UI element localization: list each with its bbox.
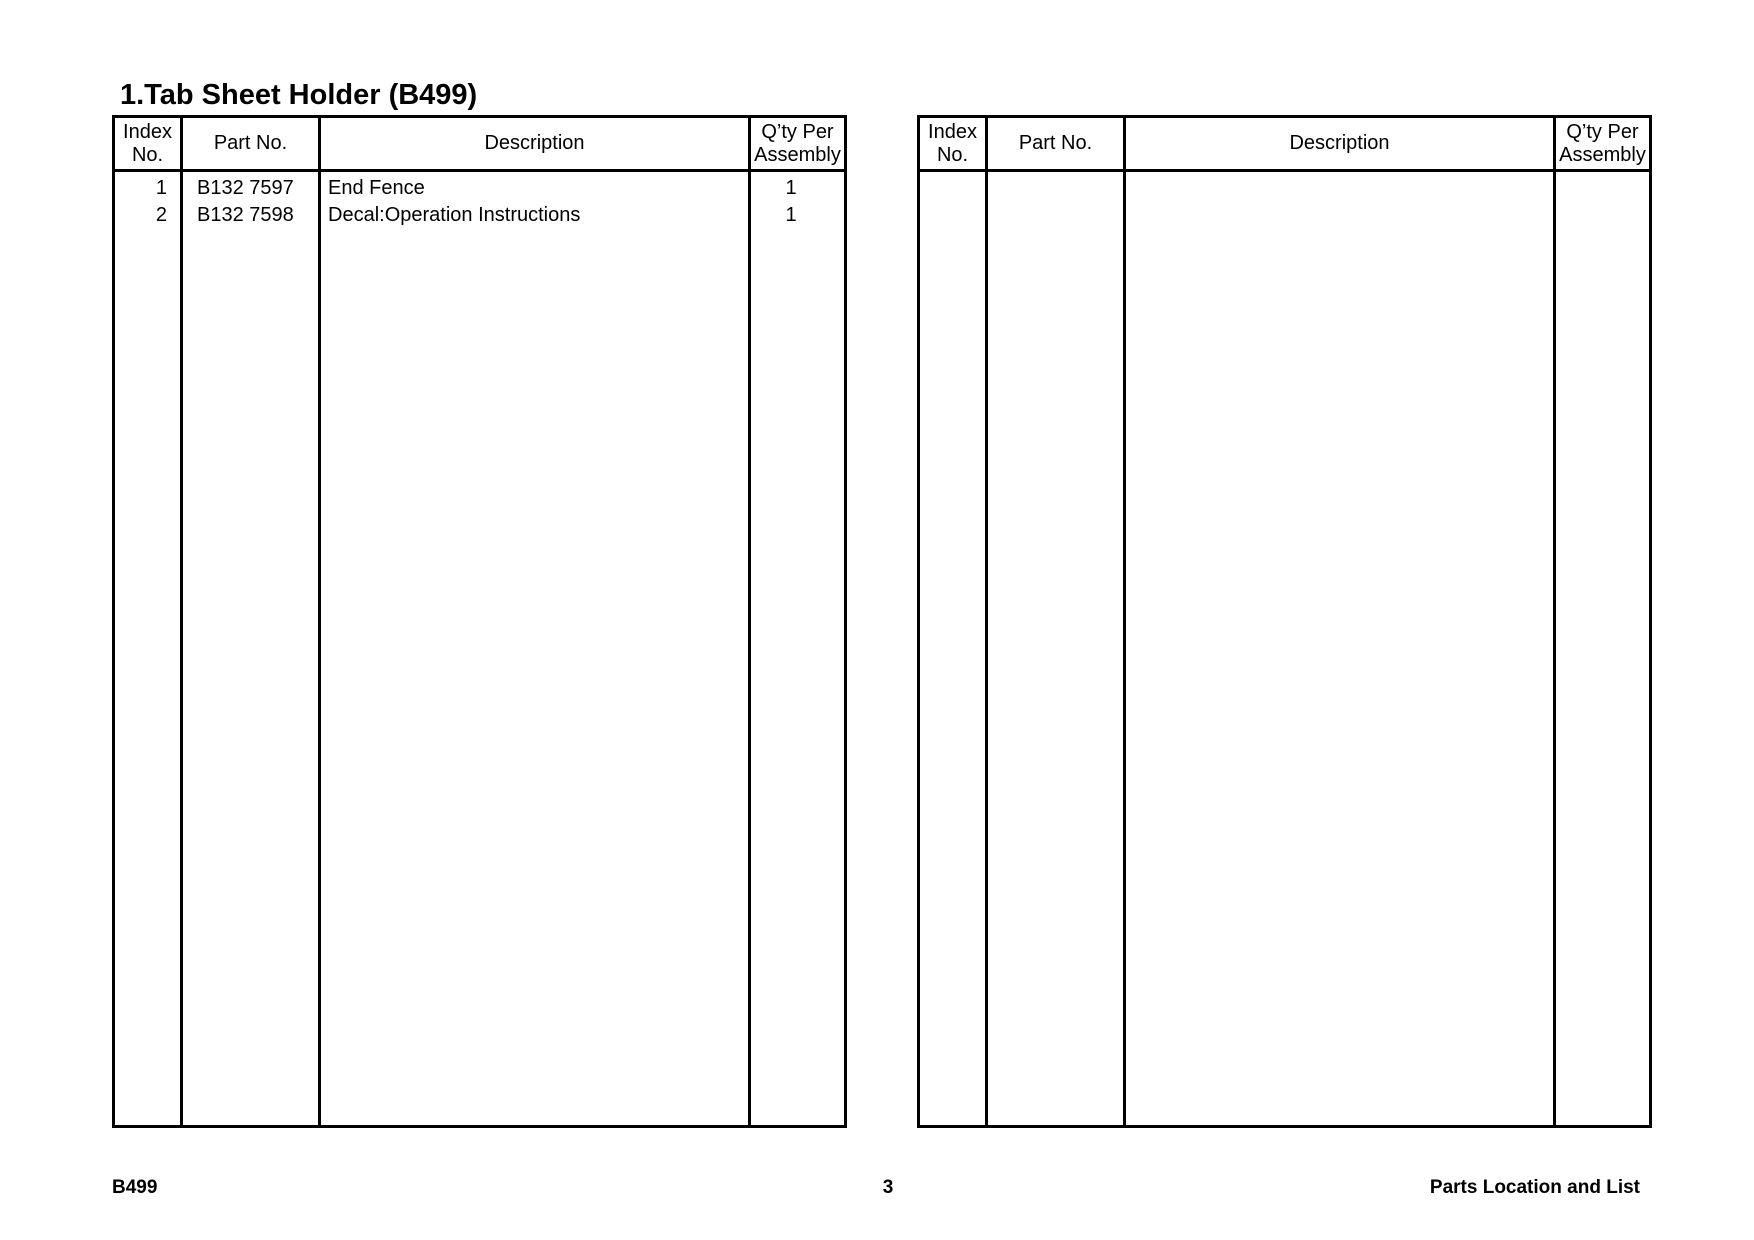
table-row xyxy=(115,175,844,202)
header-label: No. xyxy=(936,143,969,166)
header-part-no: Part No. xyxy=(1018,132,1093,154)
header-qty-per-assembly xyxy=(751,118,844,169)
column-divider xyxy=(1123,118,1126,1125)
column-divider xyxy=(1553,118,1556,1125)
cell-index: 2 xyxy=(155,204,167,226)
cell-qty: 1 xyxy=(785,204,797,226)
page-title: 1.Tab Sheet Holder (B499) xyxy=(120,79,478,111)
column-divider xyxy=(985,118,988,1125)
table-body xyxy=(115,175,844,229)
header-label: Q’ty Per xyxy=(761,120,834,143)
cell-index: 1 xyxy=(155,177,167,199)
header-qty-per-assembly xyxy=(1556,118,1649,169)
cell-qty: 1 xyxy=(785,177,797,199)
cell-part-no: B132 7598 xyxy=(197,204,294,226)
header-part-no: Part No. xyxy=(213,132,288,154)
footer-section: Parts Location and List xyxy=(1429,1177,1640,1198)
column-divider xyxy=(748,118,751,1125)
parts-table-left xyxy=(112,115,847,1128)
header-description: Description xyxy=(1289,132,1390,154)
table-header xyxy=(920,118,1649,172)
header-label: Q’ty Per xyxy=(1566,120,1639,143)
table-row xyxy=(115,202,844,229)
header-index-no xyxy=(115,118,180,169)
header-label: Index xyxy=(123,120,172,143)
footer-model: B499 xyxy=(112,1177,158,1198)
header-label: Assembly xyxy=(1559,143,1646,166)
cell-description: Decal:Operation Instructions xyxy=(328,204,581,226)
header-description: Description xyxy=(484,132,585,154)
cell-part-no: B132 7597 xyxy=(197,177,294,199)
column-divider xyxy=(180,118,183,1125)
table-header xyxy=(115,118,844,172)
footer-page-number: 3 xyxy=(882,1177,894,1198)
cell-description: End Fence xyxy=(328,177,425,199)
header-index-no xyxy=(920,118,985,169)
parts-table-right xyxy=(917,115,1652,1128)
header-label: Index xyxy=(928,120,977,143)
header-label: Assembly xyxy=(754,143,841,166)
header-label: No. xyxy=(131,143,164,166)
column-divider xyxy=(318,118,321,1125)
